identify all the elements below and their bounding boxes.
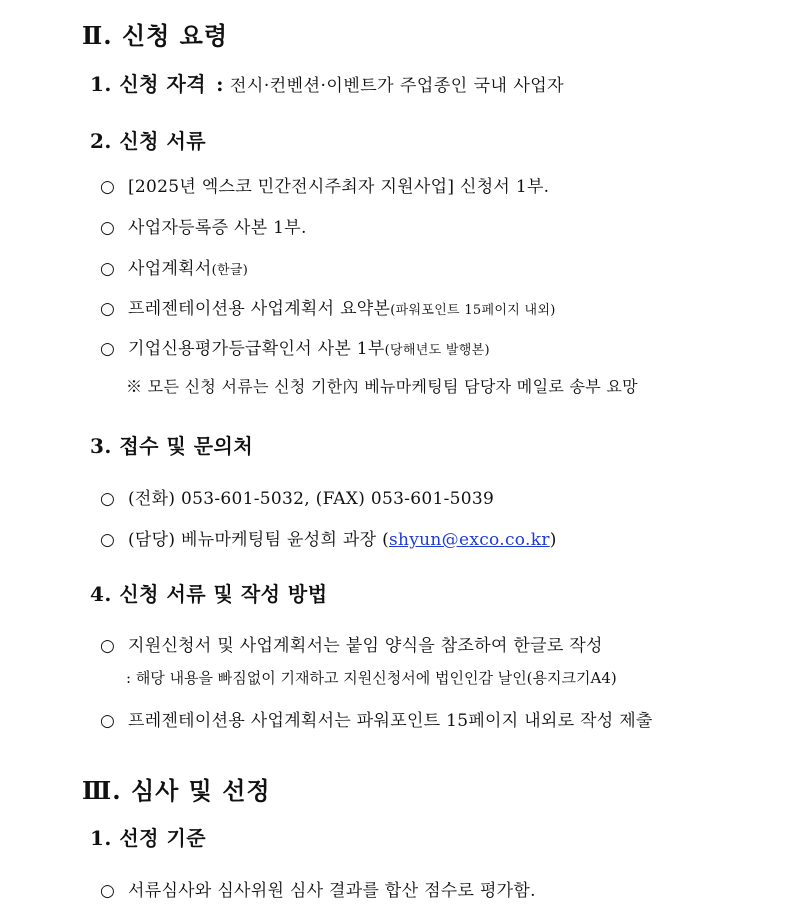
document-item-note: (한글)	[211, 263, 249, 278]
document-item	[100, 172, 549, 197]
section-3-title: Ⅲ. 심사 및 선정	[82, 776, 271, 805]
criteria-item	[100, 876, 536, 901]
document-item	[100, 254, 248, 279]
contact-phone-text: (전화) 053-601-5032, (FAX) 053-601-5039	[128, 489, 495, 509]
circle-bullet-icon: ○	[100, 259, 116, 279]
eligibility-colon: :	[216, 72, 224, 96]
documents-note: ※ 모든 신청 서류는 신청 기한內 베뉴마케팅팀 담당자 메일로 송부 요망	[126, 377, 638, 396]
circle-bullet-icon: ○	[100, 881, 116, 901]
contact-heading: 3. 접수 및 문의처	[90, 434, 254, 458]
document-item-text: 사업계획서	[128, 259, 212, 279]
circle-bullet-icon: ○	[100, 711, 116, 731]
documents-heading: 2. 신청 서류	[90, 129, 207, 153]
method-heading: 4. 신청 서류 및 작성 방법	[90, 582, 328, 606]
document-item-text: 사업자등록증 사본 1부.	[128, 218, 307, 238]
document-item	[100, 294, 556, 319]
eligibility-text: 전시·컨벤션·이벤트가 주업종인 국내 사업자	[229, 76, 565, 96]
circle-bullet-icon: ○	[100, 218, 116, 238]
criteria-heading: 1. 선정 기준	[90, 826, 207, 850]
circle-bullet-icon: ○	[100, 489, 116, 509]
circle-bullet-icon: ○	[100, 177, 116, 197]
section-2-title: Ⅱ. 신청 요령	[82, 21, 229, 50]
document-item	[100, 334, 490, 359]
circle-bullet-icon: ○	[100, 299, 116, 319]
circle-bullet-icon: ○	[100, 636, 116, 656]
circle-bullet-icon: ○	[100, 339, 116, 359]
document-item-note: (파워포인트 15페이지 내외)	[390, 303, 556, 318]
method-item	[100, 631, 603, 656]
eligibility-row	[90, 68, 564, 97]
document-item-text: [2025년 엑스코 민간전시주최자 지원사업] 신청서 1부.	[128, 177, 550, 197]
contact-person-text: (담당) 베뉴마케팅팀 윤성희 과장 (	[128, 530, 389, 550]
method-subnote: : 해당 내용을 빠짐없이 기재하고 지원신청서에 법인인감 날인(용지크기A4)	[126, 669, 617, 687]
document-item-text: 기업신용평가등급확인서 사본 1부	[128, 339, 385, 359]
contact-person	[100, 525, 557, 550]
method-item-text: 프레젠테이션용 사업계획서는 파워포인트 15페이지 내외로 작성 제출	[128, 711, 653, 731]
method-item-text: 지원신청서 및 사업계획서는 붙임 양식을 참조하여 한글로 작성	[128, 636, 603, 656]
method-item	[100, 706, 653, 731]
criteria-item-text: 서류심사와 심사위원 심사 결과를 합산 점수로 평가함.	[128, 881, 536, 901]
contact-person-suffix: )	[549, 530, 557, 550]
contact-phone	[100, 484, 494, 509]
document-item	[100, 213, 307, 238]
document-item-note: (당해년도 발행본)	[384, 343, 490, 358]
document-item-text: 프레젠테이션용 사업계획서 요약본	[128, 299, 391, 319]
circle-bullet-icon: ○	[100, 530, 116, 550]
email-link[interactable]: shyun@exco.co.kr	[389, 530, 550, 550]
eligibility-heading: 1. 신청 자격	[90, 72, 207, 96]
